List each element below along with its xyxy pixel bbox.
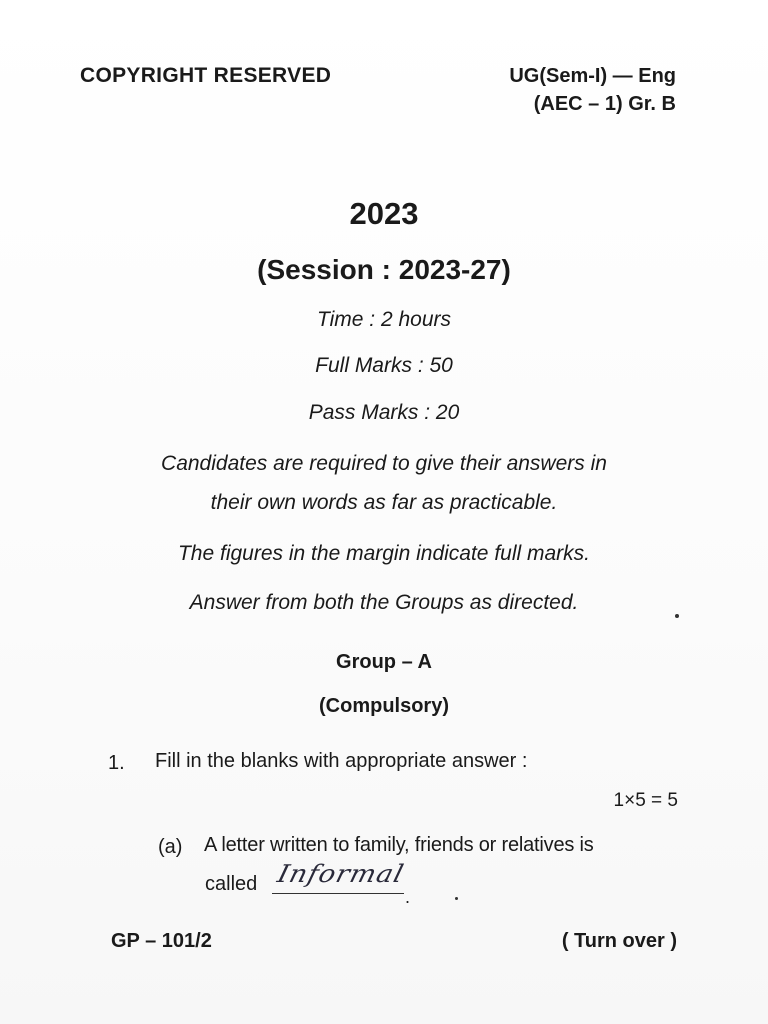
answer-trailing-dot: . (405, 887, 411, 907)
handwritten-answer: Informal (274, 860, 408, 889)
turn-over-note: ( Turn over ) (561, 930, 677, 952)
full-marks: Full Marks : 50 (315, 354, 453, 377)
ink-speck (675, 614, 679, 618)
instruction-line-2: their own words as far as practicable. (210, 491, 558, 514)
instruction-line-3: The figures in the margin indicate full marks. (177, 542, 590, 565)
group-title: Group – A (336, 651, 432, 673)
question-marks: 1×5 = 5 (613, 790, 678, 811)
course-code-block (509, 62, 676, 118)
exam-year: 2023 (349, 196, 419, 231)
exam-time: Time : 2 hours (316, 308, 452, 331)
sub-question-continuation: called (205, 873, 258, 895)
course-code-line2: (AEC – 1) Gr. B (533, 93, 676, 115)
ink-speck (455, 897, 458, 900)
sub-question-text: A letter written to family, friends or relatives is (204, 834, 594, 856)
copyright-notice: COPYRIGHT RESERVED (80, 64, 332, 87)
course-code-line1: UG(Sem-I) — Eng (509, 65, 676, 87)
answer-blank-line (272, 893, 404, 894)
question-text: Fill in the blanks with appropriate answer : (155, 750, 528, 772)
instruction-line-1: Candidates are required to give their answers in (161, 452, 607, 475)
paper-code: GP – 101/2 (111, 930, 212, 952)
instruction-line-4: Answer from both the Groups as directed. (189, 591, 579, 614)
question-number: 1. (108, 752, 125, 774)
pass-marks: Pass Marks : 20 (308, 401, 460, 424)
sub-question-label: (a) (158, 836, 183, 858)
group-subtitle: (Compulsory) (319, 695, 449, 717)
exam-session: (Session : 2023-27) (257, 254, 511, 285)
